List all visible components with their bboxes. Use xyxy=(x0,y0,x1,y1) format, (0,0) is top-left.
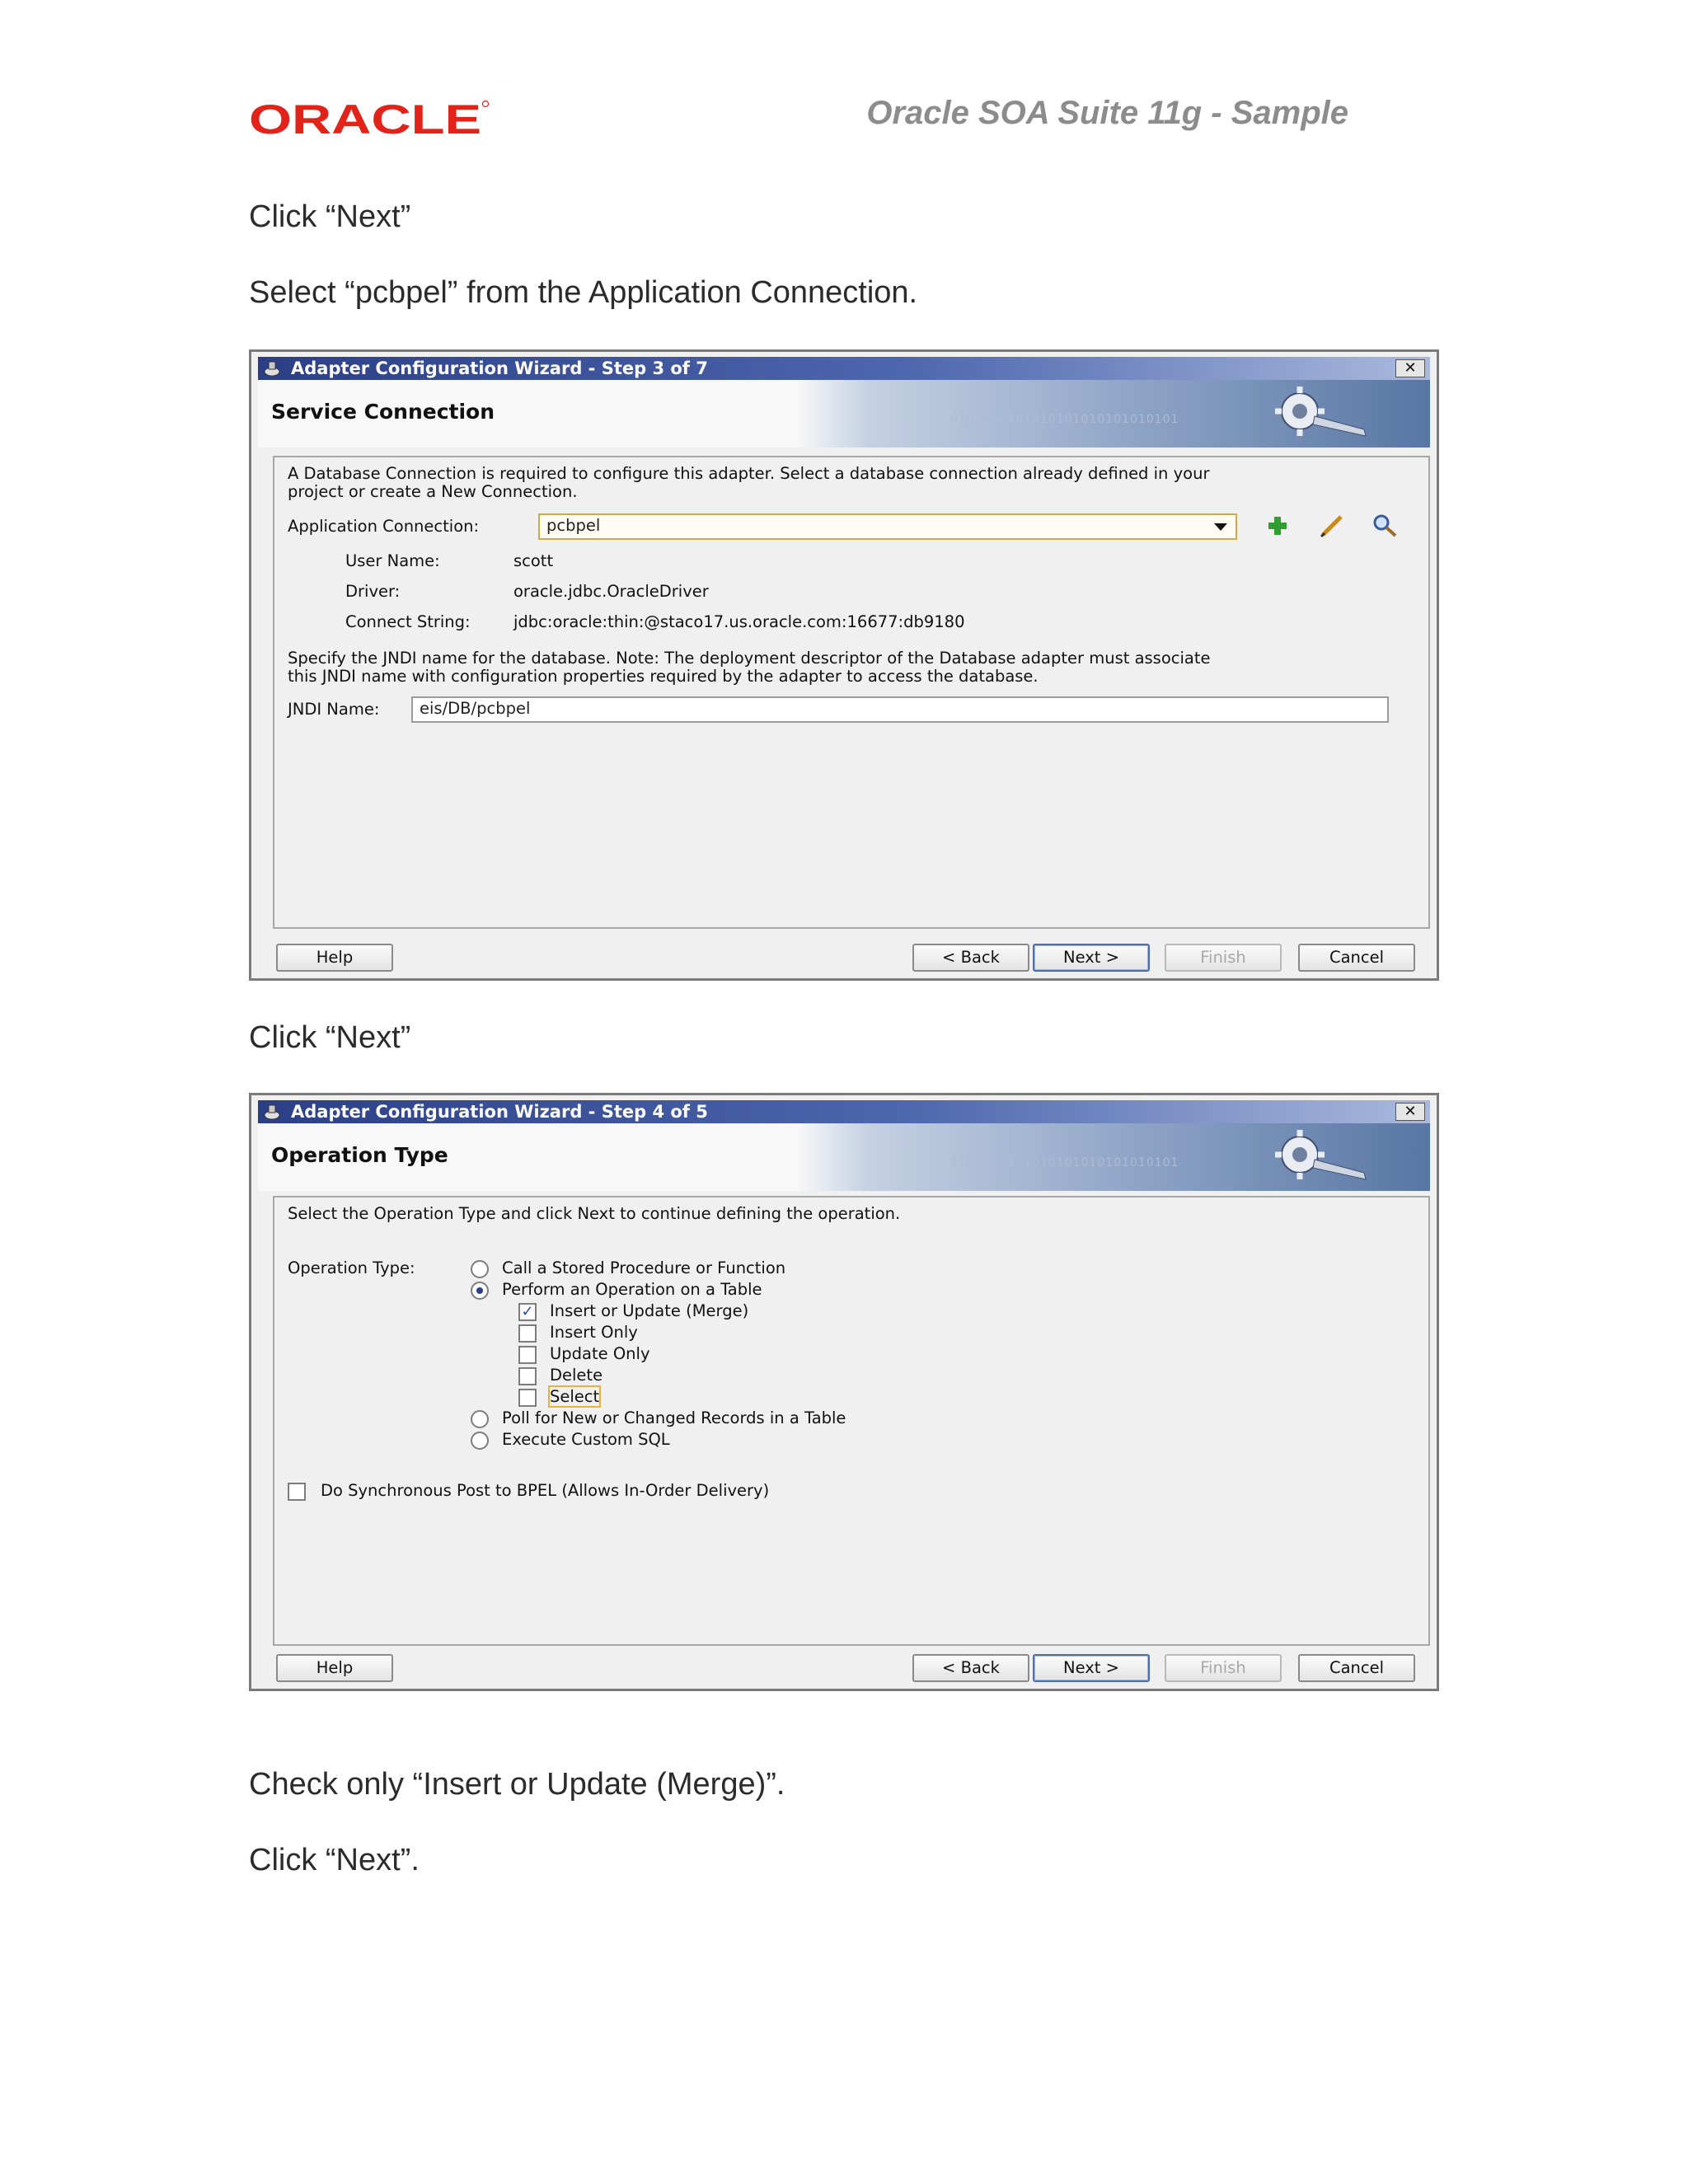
intro-text-line2: project or create a New Connection. xyxy=(288,482,578,501)
checkbox-synchronous-post-label: Do Synchronous Post to BPEL (Allows In-Order Delivery) xyxy=(321,1481,770,1500)
content-panel xyxy=(273,1196,1430,1646)
radio-table-operation-label: Perform an Operation on a Table xyxy=(502,1280,762,1299)
close-button[interactable]: ✕ xyxy=(1395,1103,1425,1121)
dialog-banner xyxy=(258,380,1430,448)
jndi-name-input[interactable]: eis/DB/pcbpel xyxy=(411,696,1389,723)
close-button[interactable]: ✕ xyxy=(1395,359,1425,377)
oracle-logo xyxy=(249,97,490,140)
application-connection-value: pcbpel xyxy=(546,516,601,535)
connect-string-value: jdbc:oracle:thin:@staco17.us.oracle.com:16677:db9180 xyxy=(513,612,965,631)
intro-text: Select the Operation Type and click Next to continue defining the operation. xyxy=(288,1204,901,1223)
chevron-down-icon[interactable] xyxy=(1214,523,1227,531)
back-button[interactable]: < Back xyxy=(912,944,1029,972)
jndi-name-label: JNDI Name: xyxy=(288,700,380,719)
checkbox-delete-label: Delete xyxy=(550,1366,603,1385)
wizard-dialog-step3 xyxy=(249,349,1439,981)
instruction-click-next: Click “Next”. xyxy=(249,1843,420,1877)
user-name-value: scott xyxy=(513,551,554,570)
cancel-button[interactable]: Cancel xyxy=(1298,1654,1415,1682)
finish-button[interactable]: Finish xyxy=(1165,1654,1282,1682)
instruction-click-next: Click “Next” xyxy=(249,199,411,234)
radio-custom-sql[interactable] xyxy=(471,1432,489,1450)
cancel-button[interactable]: Cancel xyxy=(1298,944,1415,972)
jndi-note-line2: this JNDI name with configuration properties required by the adapter to access the database. xyxy=(288,667,1039,686)
adapter-icon xyxy=(263,359,281,377)
help-button[interactable]: Help xyxy=(276,944,393,972)
application-connection-label: Application Connection: xyxy=(288,517,480,536)
instruction-select-connection: Select “pcbpel” from the Application Connection. xyxy=(249,275,918,310)
checkbox-select[interactable] xyxy=(518,1389,537,1407)
banner-binary-pattern: 0101010101010101010101010101 xyxy=(950,413,1179,426)
back-button[interactable]: < Back xyxy=(912,1654,1029,1682)
adapter-icon xyxy=(263,1103,281,1121)
jndi-note-line1: Specify the JNDI name for the database. Note: The deployment descriptor of the Database adapter must associate xyxy=(288,649,1211,668)
intro-text-line1: A Database Connection is required to configure this adapter. Select a database connection already defined in your xyxy=(288,464,1210,483)
radio-poll-records[interactable] xyxy=(471,1410,489,1428)
edit-icon[interactable] xyxy=(1318,513,1346,538)
gear-icon xyxy=(1257,1127,1381,1188)
banner-binary-pattern: 0101010101010101010101010101 xyxy=(950,1156,1179,1169)
checkbox-select-label: Select xyxy=(550,1387,600,1406)
svg-text:ORACLE: ORACLE xyxy=(249,97,481,140)
next-button[interactable]: Next > xyxy=(1033,944,1150,972)
gear-icon xyxy=(1257,383,1381,444)
checkbox-update-only[interactable] xyxy=(518,1346,537,1364)
application-connection-select[interactable] xyxy=(538,513,1237,540)
checkbox-insert-only-label: Insert Only xyxy=(550,1323,638,1342)
dialog-titlebar xyxy=(258,357,1430,380)
user-name-label: User Name: xyxy=(345,551,440,570)
dialog-banner xyxy=(258,1123,1430,1191)
checkbox-synchronous-post[interactable] xyxy=(288,1483,306,1501)
radio-table-operation[interactable] xyxy=(471,1282,489,1300)
banner-title: Service Connection xyxy=(271,400,495,424)
radio-stored-procedure[interactable] xyxy=(471,1260,489,1278)
radio-custom-sql-label: Execute Custom SQL xyxy=(502,1430,670,1449)
add-icon[interactable] xyxy=(1264,513,1292,538)
checkbox-insert-or-update-label: Insert or Update (Merge) xyxy=(550,1301,749,1320)
checkbox-delete[interactable] xyxy=(518,1367,537,1385)
checkbox-update-only-label: Update Only xyxy=(550,1344,650,1363)
next-button[interactable]: Next > xyxy=(1033,1654,1150,1682)
finish-button[interactable]: Finish xyxy=(1165,944,1282,972)
wizard-dialog-step4 xyxy=(249,1093,1439,1691)
checkbox-insert-or-update[interactable]: ✓ xyxy=(518,1303,537,1321)
checkbox-insert-only[interactable] xyxy=(518,1324,537,1343)
page-header-title: Oracle SOA Suite 11g - Sample xyxy=(866,95,1348,131)
instruction-click-next: Click “Next” xyxy=(249,1020,411,1055)
content-panel xyxy=(273,456,1430,929)
radio-poll-records-label: Poll for New or Changed Records in a Table xyxy=(502,1408,846,1427)
driver-label: Driver: xyxy=(345,582,401,601)
connect-string-label: Connect String: xyxy=(345,612,471,631)
radio-stored-procedure-label: Call a Stored Procedure or Function xyxy=(502,1258,786,1277)
dialog-title: Adapter Configuration Wizard - Step 4 of 5 xyxy=(291,1102,708,1122)
dialog-titlebar xyxy=(258,1100,1430,1123)
dialog-title: Adapter Configuration Wizard - Step 3 of 7 xyxy=(291,359,708,378)
search-icon[interactable] xyxy=(1371,513,1399,538)
instruction-check-merge: Check only “Insert or Update (Merge)”. xyxy=(249,1767,785,1802)
banner-title: Operation Type xyxy=(271,1143,448,1167)
driver-value: oracle.jdbc.OracleDriver xyxy=(513,582,709,601)
help-button[interactable]: Help xyxy=(276,1654,393,1682)
operation-type-label: Operation Type: xyxy=(288,1258,415,1277)
